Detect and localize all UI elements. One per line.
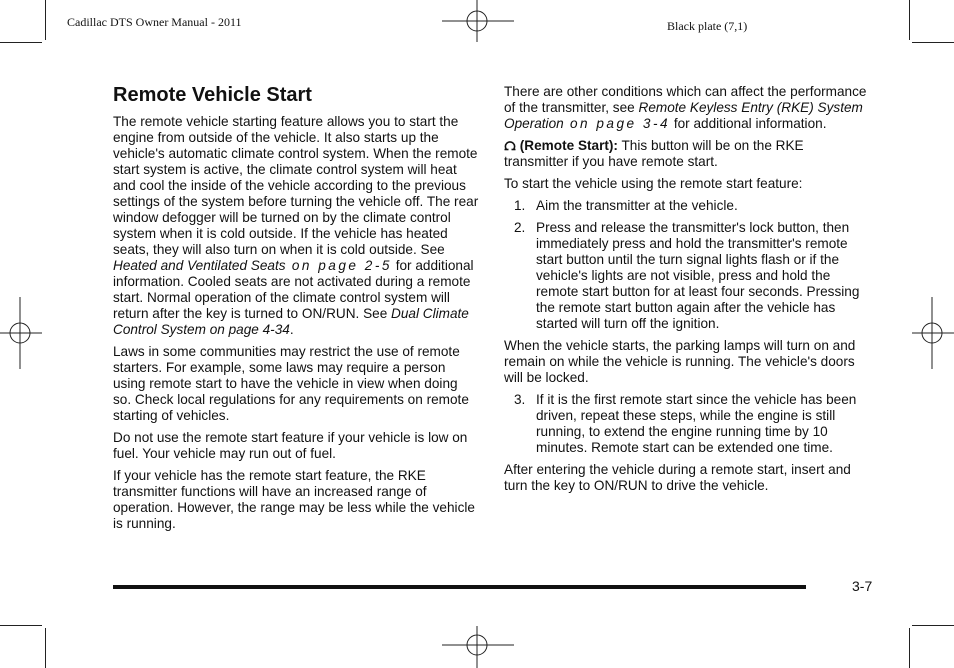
page-number: 3-7 — [852, 578, 873, 594]
section-title: Remote Vehicle Start — [113, 84, 312, 106]
step-note: When the vehicle starts, the parking lamps will turn on and remain on while the vehicle is running. The vehicle's doors will be locked. — [504, 338, 856, 385]
header-manual-title: Cadillac DTS Owner Manual - 2011 — [67, 15, 242, 29]
header-plate-label: Black plate (7,1) — [667, 19, 748, 33]
remote-start-label: (Remote Start): — [519, 138, 618, 153]
right-column — [504, 84, 870, 500]
steps-intro: To start the vehicle using the remote start feature: — [504, 176, 803, 191]
list-item: 1. Aim the transmitter at the vehicle. — [514, 198, 738, 213]
remote-start-icon — [504, 139, 516, 151]
intro-paragraph: The remote vehicle starting feature allows you to start the engine from outside of the vehicle. It also starts up the vehicle's automatic climate control system. When the remote start system is active, the climate control system will heat and cool the inside of the vehicle according to the previous settings of the system before turning the vehicle off. The rear window defogger will be turned on by the climate control system when it is cold outside. If the vehicle has heated seats, they will also turn on when it is cold outside. See Heated and Ventilated Seats on page 2-5 for additional information. Cooled seats are not activated during a remote start. Normal operation of the climate control system will return after the key is turned to ON/RUN. See Dual Climate Control System on page 4-34. — [113, 114, 479, 337]
list-item: 3. If it is the first remote start since the vehicle has been driven, repeat these steps, while the engine is still running, to extend the engine running time by 10 minutes. Remote start can be extended one time. — [514, 392, 857, 455]
registration-mark-top — [440, 0, 516, 42]
rke-operation-reference[interactable]: Remote Keyless Entry (RKE) System Operation on page 3-4 — [504, 100, 863, 131]
climate-control-reference[interactable]: Dual Climate Control System on page 4-34 — [113, 306, 469, 337]
remote-start-button-paragraph: (Remote Start): This button will be on the RKE transmitter if you have remote start. — [504, 138, 804, 169]
left-column — [113, 84, 479, 538]
registration-mark-bottom — [440, 626, 516, 668]
conditions-paragraph: There are other conditions which can affect the performance of the transmitter, see Remote Keyless Entry (RKE) System Operation on page 3-4 for additional information. — [504, 84, 867, 131]
list-item: 2. Press and release the transmitter's lock button, then immediately press and hold the transmitter's remote start button until the turn signal lights flash or if the vehicle's lights are not visible, press and hold the remote start button for at least four seconds. Pressing the remote start button again after the vehicle has started will turn off the ignition. — [514, 220, 860, 331]
heated-seats-reference[interactable]: Heated and Ventilated Seats on page 2-5 — [113, 258, 392, 273]
registration-mark-left — [0, 295, 42, 371]
closing-paragraph: After entering the vehicle during a remote start, insert and turn the key to ON/RUN to drive the vehicle. — [504, 462, 851, 493]
range-paragraph: If your vehicle has the remote start feature, the RKE transmitter functions will have an increased range of operation. However, the range may be less while the vehicle is running. — [113, 468, 475, 531]
registration-mark-right — [912, 295, 954, 371]
fuel-warning-paragraph: Do not use the remote start feature if your vehicle is low on fuel. Your vehicle may run out of fuel. — [113, 430, 468, 461]
laws-paragraph: Laws in some communities may restrict the use of remote starters. For example, some laws may require a person using remote start to have the vehicle in view when doing so. Check local regulations for any requirements on remote starting of vehicles. — [113, 344, 469, 423]
footer-rule — [113, 585, 806, 589]
